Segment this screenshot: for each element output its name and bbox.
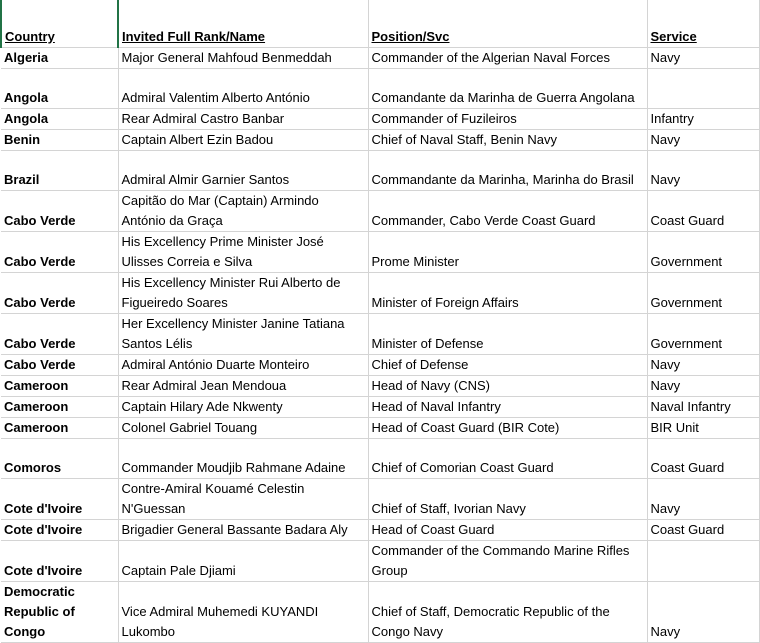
cell-country[interactable]: Angola (1, 69, 118, 109)
table-row (1, 151, 759, 191)
cell-service[interactable]: Naval Infantry (647, 397, 759, 418)
cell-service[interactable]: Infantry (647, 109, 759, 130)
cell-position[interactable]: Chief of Naval Staff, Benin Navy (368, 130, 647, 151)
cell-country[interactable]: Cote d'Ivoire (1, 479, 118, 520)
table-row (1, 273, 759, 314)
cell-service[interactable]: Coast Guard (647, 520, 759, 541)
cell-position[interactable]: Minister of Defense (368, 314, 647, 355)
cell-name[interactable]: Brigadier General Bassante Badara Aly (118, 520, 368, 541)
cell-name[interactable]: Captain Hilary Ade Nkwenty (118, 397, 368, 418)
cell-name[interactable]: Capitão do Mar (Captain) Armindo António da Graça (118, 191, 368, 232)
cell-service[interactable]: Navy (647, 355, 759, 376)
table-row (1, 541, 759, 582)
cell-position[interactable]: Commander of the Algerian Naval Forces (368, 48, 647, 69)
cell-position[interactable]: Commander of the Commando Marine Rifles Group (368, 541, 647, 582)
cell-name[interactable]: Vice Admiral Muhemedi KUYANDI Lukombo (118, 582, 368, 643)
cell-country[interactable]: Angola (1, 109, 118, 130)
cell-name[interactable]: His Excellency Prime Minister José Ulisses Correia e Silva (118, 232, 368, 273)
cell-position[interactable]: Head of Naval Infantry (368, 397, 647, 418)
cell-country[interactable]: Cote d'Ivoire (1, 541, 118, 582)
cell-name[interactable]: Captain Pale Djiami (118, 541, 368, 582)
cell-country[interactable]: Democratic Republic of Congo (1, 582, 118, 643)
table-row (1, 397, 759, 418)
cell-position[interactable]: Minister of Foreign Affairs (368, 273, 647, 314)
cell-service[interactable]: Government (647, 273, 759, 314)
cell-service[interactable] (647, 69, 759, 109)
cell-country[interactable]: Brazil (1, 151, 118, 191)
cell-country[interactable]: Cote d'Ivoire (1, 520, 118, 541)
cell-service[interactable]: BIR Unit (647, 418, 759, 439)
cell-service[interactable]: Navy (647, 48, 759, 69)
cell-name[interactable]: Rear Admiral Castro Banbar (118, 109, 368, 130)
cell-position[interactable]: Chief of Staff, Ivorian Navy (368, 479, 647, 520)
cell-position[interactable]: Head of Coast Guard (368, 520, 647, 541)
cell-country[interactable]: Benin (1, 130, 118, 151)
cell-position[interactable]: Chief of Staff, Democratic Republic of the Congo Navy (368, 582, 647, 643)
cell-name[interactable]: Admiral Almir Garnier Santos (118, 151, 368, 191)
cell-position[interactable]: Head of Coast Guard (BIR Cote) (368, 418, 647, 439)
cell-position[interactable]: Commander of Fuzileiros (368, 109, 647, 130)
cell-country[interactable]: Comoros (1, 439, 118, 479)
cell-service[interactable]: Navy (647, 130, 759, 151)
table-row (1, 191, 759, 232)
header-service[interactable]: Service (647, 0, 759, 48)
table-row (1, 479, 759, 520)
table-row (1, 376, 759, 397)
cell-name[interactable]: Rear Admiral Jean Mendoua (118, 376, 368, 397)
table-row (1, 418, 759, 439)
cell-service[interactable]: Government (647, 232, 759, 273)
table-row (1, 109, 759, 130)
cell-name[interactable]: Her Excellency Minister Janine Tatiana Santos Lélis (118, 314, 368, 355)
table-row (1, 355, 759, 376)
cell-country[interactable]: Cabo Verde (1, 355, 118, 376)
cell-country[interactable]: Cameroon (1, 418, 118, 439)
cell-name[interactable]: Colonel Gabriel Touang (118, 418, 368, 439)
header-name[interactable]: Invited Full Rank/Name (118, 0, 368, 48)
cell-service[interactable]: Coast Guard (647, 191, 759, 232)
cell-service[interactable] (647, 541, 759, 582)
header-row (1, 0, 759, 48)
cell-position[interactable]: Prome Minister (368, 232, 647, 273)
cell-name[interactable]: Major General Mahfoud Benmeddah (118, 48, 368, 69)
cell-name[interactable]: Contre-Amiral Kouamé Celestin N'Guessan (118, 479, 368, 520)
cell-service[interactable]: Navy (647, 479, 759, 520)
table-row (1, 48, 759, 69)
cell-service[interactable]: Government (647, 314, 759, 355)
cell-country[interactable]: Cabo Verde (1, 314, 118, 355)
cell-name[interactable]: Commander Moudjib Rahmane Adaine (118, 439, 368, 479)
table-row (1, 69, 759, 109)
table-row (1, 439, 759, 479)
cell-position[interactable]: Commandante da Marinha, Marinha do Brasil (368, 151, 647, 191)
header-country[interactable]: Country (1, 0, 118, 48)
cell-country[interactable]: Cameroon (1, 376, 118, 397)
table-row (1, 232, 759, 273)
cell-position[interactable]: Commander, Cabo Verde Coast Guard (368, 191, 647, 232)
cell-service[interactable]: Navy (647, 151, 759, 191)
cell-name[interactable]: Captain Albert Ezin Badou (118, 130, 368, 151)
cell-country[interactable]: Cabo Verde (1, 191, 118, 232)
cell-country[interactable]: Cabo Verde (1, 232, 118, 273)
cell-position[interactable]: Chief of Comorian Coast Guard (368, 439, 647, 479)
cell-service[interactable]: Navy (647, 582, 759, 643)
cell-country[interactable]: Algeria (1, 48, 118, 69)
header-position[interactable]: Position/Svc (368, 0, 647, 48)
cell-country[interactable]: Cameroon (1, 397, 118, 418)
cell-service[interactable]: Navy (647, 376, 759, 397)
cell-name[interactable]: Admiral Valentim Alberto António (118, 69, 368, 109)
table-row (1, 520, 759, 541)
cell-position[interactable]: Comandante da Marinha de Guerra Angolana (368, 69, 647, 109)
cell-name[interactable]: Admiral António Duarte Monteiro (118, 355, 368, 376)
cell-name[interactable]: His Excellency Minister Rui Alberto de Figueiredo Soares (118, 273, 368, 314)
table-row (1, 130, 759, 151)
cell-position[interactable]: Chief of Defense (368, 355, 647, 376)
cell-position[interactable]: Head of Navy (CNS) (368, 376, 647, 397)
cell-service[interactable]: Coast Guard (647, 439, 759, 479)
cell-country[interactable]: Cabo Verde (1, 273, 118, 314)
table-row (1, 314, 759, 355)
table-row (1, 582, 759, 643)
